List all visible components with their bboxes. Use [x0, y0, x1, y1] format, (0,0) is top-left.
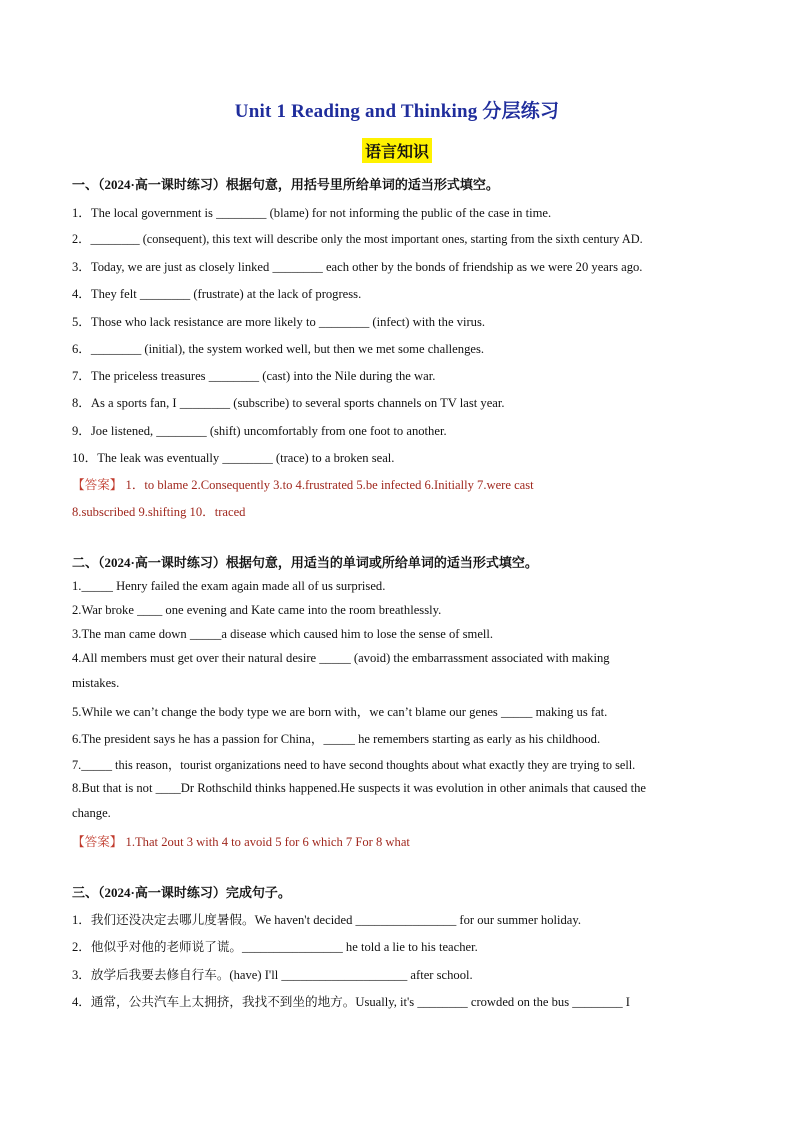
question-item-continued: change.: [72, 806, 111, 820]
answer-text-continued: 8.subscribed 9.shifting 10．traced: [72, 505, 246, 519]
question-item: 1._____ Henry failed the exam again made all of us surprised.: [72, 579, 386, 593]
question-item: 3．放学后我要去修自行车。(have) I'll ____________________ after school.: [72, 968, 473, 982]
answer-text: 1．to blame 2.Consequently 3.to 4.frustrated 5.be infected 6.Initially 7.were cast: [125, 478, 534, 492]
answer-tag: 【答案】: [72, 835, 123, 849]
question-item: 5.While we can’t change the body type we are born with，we can’t blame our genes _____ making us fat.: [72, 705, 608, 719]
question-item: 4.All members must get over their natural desire _____ (avoid) the embarrassment associated with making: [72, 651, 610, 665]
answer-key-section2: [72, 831, 410, 850]
answer-key-section1: [72, 474, 534, 493]
question-item: 6．________ (initial), the system worked well, but then we met some challenges.: [72, 342, 485, 356]
question-item: 9．Joe listened, ________ (shift) uncomfortably from one foot to another.: [72, 424, 447, 438]
question-item: 4．通常，公共汽车上太拥挤，我找不到坐的地方。Usually, it's ________ crowded on the bus ________ I: [72, 995, 630, 1009]
section3-heading: 三、（2024·高一课时练习）完成句子。: [72, 885, 291, 900]
question-item: 7._____ this reason，tourist organizations need to have second thoughts about what exactly they are trying to sell.: [72, 758, 636, 772]
section1-heading: 一、（2024·高一课时练习）根据句意，用括号里所给单词的适当形式填空。: [72, 177, 499, 192]
answer-tag: 【答案】: [72, 478, 123, 492]
question-item: 1．The local government is ________ (blame) for not informing the public of the case in time.: [72, 206, 552, 220]
question-item: 2．他似乎对他的老师说了谎。________________ he told a lie to his teacher.: [72, 940, 478, 954]
question-item: 8．As a sports fan, I ________ (subscribe) to several sports channels on TV last year.: [72, 396, 505, 410]
section-subtitle: 语言知识: [362, 138, 432, 163]
question-item: 10．The leak was eventually ________ (trace) to a broken seal.: [72, 451, 395, 465]
question-item: 3．Today, we are just as closely linked ________ each other by the bonds of friendship as we were 20 years ago.: [72, 260, 643, 274]
section2-heading: 二、（2024·高一课时练习）根据句意，用适当的单词或所给单词的适当形式填空。: [72, 555, 538, 570]
question-item: 7．The priceless treasures ________ (cast) into the Nile during the war.: [72, 369, 436, 383]
question-item: 6.The president says he has a passion for China，_____ he remembers starting as early as his childhood.: [72, 732, 601, 746]
question-item: 2.War broke ____ one evening and Kate came into the room breathlessly.: [72, 603, 442, 617]
page-title: Unit 1 Reading and Thinking 分层练习: [234, 101, 560, 122]
question-item: 4．They felt ________ (frustrate) at the lack of progress.: [72, 287, 362, 301]
question-item: 8.But that is not ____Dr Rothschild thinks happened.He suspects it was evolution in other animals that caused the: [72, 781, 646, 795]
question-item: 5．Those who lack resistance are more likely to ________ (infect) with the virus.: [72, 315, 486, 329]
question-item-continued: mistakes.: [72, 676, 120, 690]
question-item: 1．我们还没决定去哪儿度暑假。We haven't decided ________________ for our summer holiday.: [72, 913, 582, 927]
subtitle-container: [0, 138, 794, 163]
question-item: 2．________ (consequent), this text will describe only the most important ones, starting from the sixth century AD.: [72, 232, 643, 246]
question-item: 3.The man came down _____a disease which caused him to lose the sense of smell.: [72, 627, 494, 641]
answer-text: 1.That 2out 3 with 4 to avoid 5 for 6 which 7 For 8 what: [125, 835, 410, 849]
